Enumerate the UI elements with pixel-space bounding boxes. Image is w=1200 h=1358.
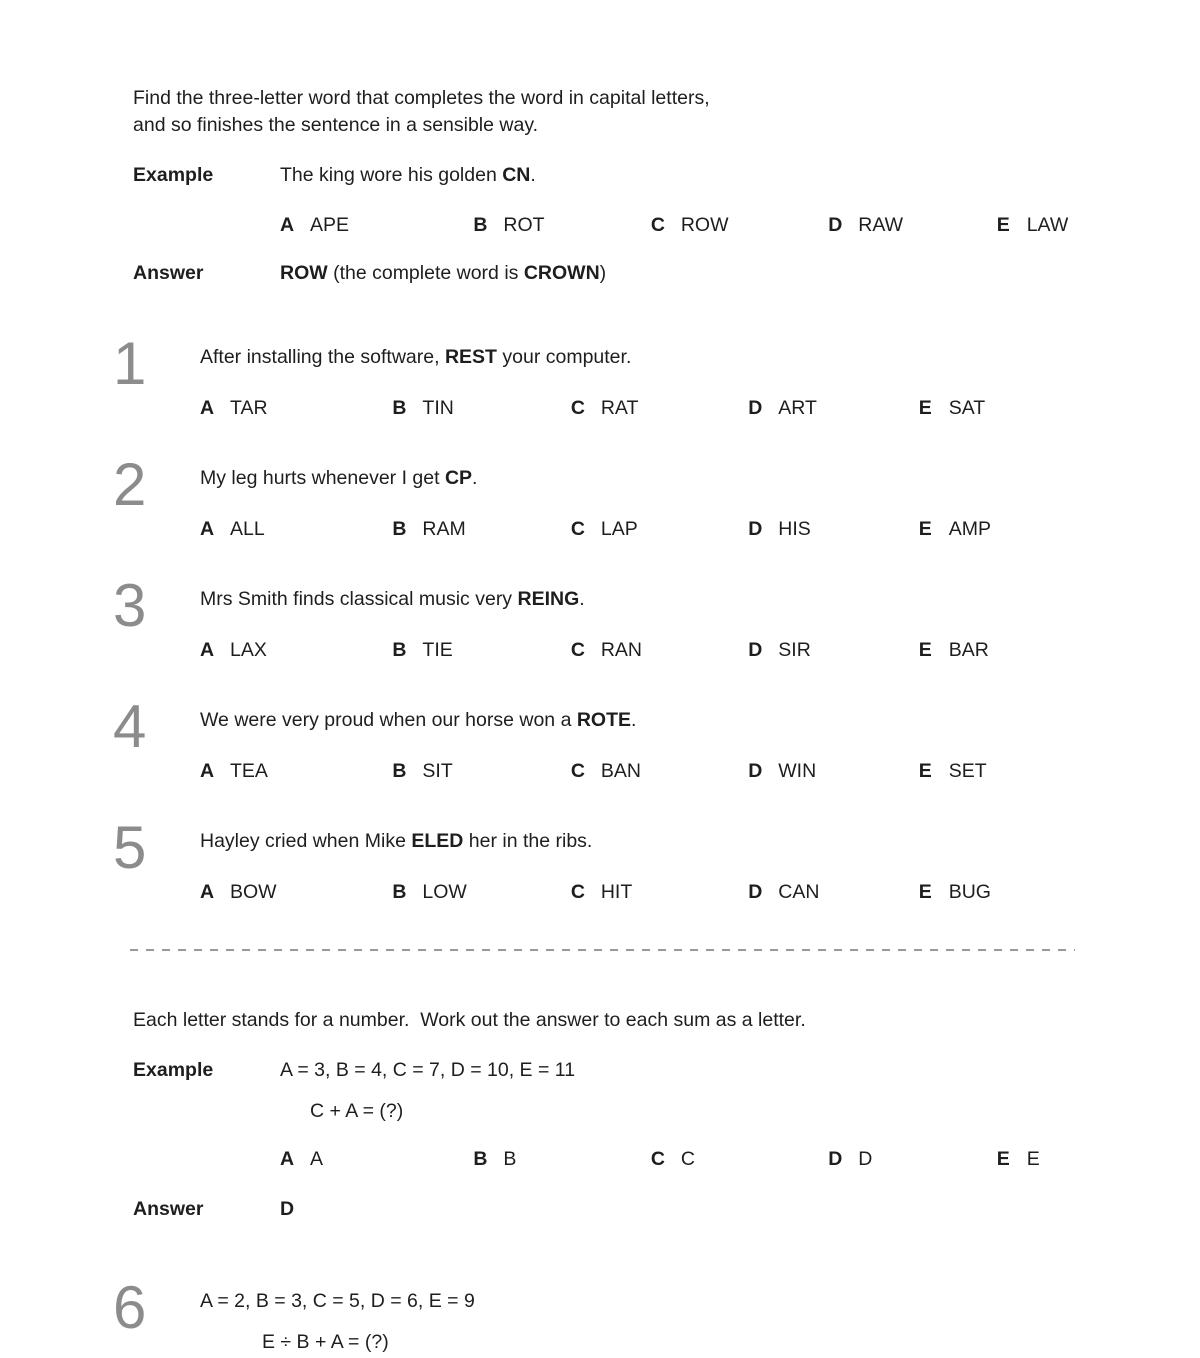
question-3-option-b (392, 637, 565, 664)
option-value: HIS (778, 518, 811, 540)
option-letter: C (570, 639, 585, 661)
question-3-option-e (919, 637, 989, 664)
answer-complete-word: CROWN (523, 262, 600, 284)
example-answer-row (133, 260, 1200, 287)
option-letter: D (748, 881, 763, 903)
question-2-option-a (200, 516, 387, 543)
questions-list (0, 330, 1200, 906)
option-value: WIN (778, 760, 817, 782)
answer-explanation: (the complete word is (327, 262, 524, 284)
options-row (200, 395, 1200, 422)
question-1-option-b (392, 395, 565, 422)
option-letter: A (200, 397, 215, 419)
option-letter: D (748, 397, 763, 419)
option-value: SIR (778, 639, 811, 661)
option-value: BOW (230, 881, 277, 903)
option-letter: A (200, 881, 215, 903)
option-value: A (310, 1148, 324, 1170)
example2-answer: D (280, 1198, 295, 1220)
option-letter: B (392, 881, 407, 903)
options-row (200, 758, 1200, 785)
question-5-option-b (392, 879, 565, 906)
option-letter: A (200, 760, 215, 782)
option-value: ART (778, 397, 817, 419)
question-body (200, 828, 1200, 906)
question-5 (113, 814, 1200, 906)
example2-values-row (133, 1057, 1200, 1084)
option-letter: B (392, 518, 407, 540)
option-value: B (503, 1148, 517, 1170)
question-capital-word: REING (517, 588, 580, 610)
option-value: BAN (600, 760, 641, 782)
question-3-option-c (571, 637, 743, 664)
question-text-post: . (472, 467, 478, 489)
example-sentence (280, 162, 1200, 189)
question-text (200, 465, 1200, 492)
question-4 (113, 693, 1200, 785)
option-value: RAW (858, 214, 904, 236)
example2-letter-values: A = 3, B = 4, C = 7, D = 10, E = 11 (280, 1059, 576, 1081)
option-letter: A (200, 518, 215, 540)
question-text-pre: My leg hurts whenever I get (200, 467, 445, 489)
question-text-pre: We were very proud when our horse won a (200, 709, 577, 731)
question-3 (113, 572, 1200, 664)
option-letter: E (918, 397, 932, 419)
question-4-option-c (571, 758, 743, 785)
option-value: TAR (230, 397, 268, 419)
option-letter: C (570, 881, 585, 903)
question-2-option-c (571, 516, 743, 543)
option-letter: A (280, 214, 295, 236)
option-value: SET (948, 760, 987, 782)
question-body (200, 1288, 1200, 1356)
question-text-pre: Mrs Smith finds classical music very (200, 588, 518, 610)
example2-answer-row (133, 1196, 1200, 1223)
question-1-option-c (571, 395, 743, 422)
question-6 (113, 1274, 1200, 1356)
question-number: 2 (113, 451, 147, 518)
question-text-post: your computer. (496, 346, 632, 368)
options-row (200, 516, 1200, 543)
question-5-option-a (200, 879, 387, 906)
example2-sum: C + A = (?) (310, 1100, 404, 1122)
option-value: HIT (600, 881, 633, 903)
question-number: 1 (113, 330, 147, 397)
option-letter: B (392, 639, 407, 661)
sentence-capital-word: CN (502, 164, 531, 186)
option-letter: D (828, 1148, 843, 1170)
option-value: RAN (600, 639, 643, 661)
question-1 (113, 330, 1200, 422)
question-2 (113, 451, 1200, 543)
option-value: SIT (422, 760, 453, 782)
option-value: ALL (230, 518, 265, 540)
question-4-option-d (748, 758, 913, 785)
section2-instructions: Each letter stands for a number. Work out the answer to each sum as a letter. (133, 1009, 806, 1031)
example2-option-b (473, 1146, 645, 1173)
question-text (200, 828, 1200, 855)
example2-option-c (651, 1146, 823, 1173)
option-value: ROT (503, 214, 545, 236)
option-letter: C (570, 760, 585, 782)
question-capital-word: REST (444, 346, 497, 368)
question-2-option-e (919, 516, 991, 543)
example1-option-e (997, 212, 1069, 239)
example1-option-d (828, 212, 991, 239)
option-value: BAR (948, 639, 989, 661)
option-value: APE (310, 214, 350, 236)
example-options-row (280, 212, 1200, 239)
option-letter: C (570, 397, 585, 419)
instruction-line: and so finishes the sentence in a sensible way. (133, 114, 539, 136)
question-1-option-e (919, 395, 985, 422)
instruction-line: Find the three-letter word that completes the word in capital letters, (133, 87, 710, 109)
options-row (200, 879, 1200, 906)
question-capital-word: CP (444, 467, 473, 489)
question-capital-word: ELED (411, 830, 464, 852)
example1-option-a (280, 212, 468, 239)
question-1-option-a (200, 395, 387, 422)
section-word-completion (0, 85, 1200, 906)
question-text-pre: Hayley cried when Mike (200, 830, 412, 852)
example-sentence-row (133, 162, 1200, 189)
section-letter-sums (0, 1007, 1200, 1356)
option-letter: E (918, 518, 932, 540)
option-value: TIN (422, 397, 454, 419)
answer-label: Answer (133, 1198, 204, 1220)
option-letter: B (473, 214, 488, 236)
question-text (200, 344, 1200, 371)
question-5-option-c (571, 879, 743, 906)
question-5-option-d (748, 879, 913, 906)
question-number: 6 (113, 1274, 147, 1341)
section1-instructions (133, 85, 1200, 139)
sentence-pre: The king wore his golden (280, 164, 503, 186)
option-letter: C (570, 518, 585, 540)
option-value: CAN (778, 881, 820, 903)
question-text (200, 707, 1200, 734)
option-letter: B (392, 397, 407, 419)
answer-label: Answer (133, 262, 204, 284)
option-value: ROW (680, 214, 729, 236)
question-2-option-d (748, 516, 913, 543)
question-4-option-e (919, 758, 987, 785)
question-text (200, 586, 1200, 613)
option-letter: E (996, 1148, 1010, 1170)
example1-option-c (651, 212, 823, 239)
options-row (200, 637, 1200, 664)
option-value: C (680, 1148, 695, 1170)
question-5-option-e (919, 879, 991, 906)
option-letter: C (650, 214, 665, 236)
question-text-post: . (579, 588, 585, 610)
option-letter: E (918, 760, 932, 782)
option-letter: D (748, 639, 763, 661)
question-capital-word: ROTE (576, 709, 632, 731)
option-letter: A (200, 639, 215, 661)
question-text-post: . (631, 709, 637, 731)
option-value: SAT (948, 397, 986, 419)
example1-option-b (473, 212, 645, 239)
example2-option-a (280, 1146, 468, 1173)
option-letter: D (828, 214, 843, 236)
option-value: TEA (230, 760, 268, 782)
question6-letter-values: A = 2, B = 3, C = 5, D = 6, E = 9 (200, 1290, 475, 1312)
question-body (200, 344, 1200, 422)
option-value: BUG (948, 881, 991, 903)
option-value: RAT (600, 397, 639, 419)
question-2-option-b (392, 516, 565, 543)
question-text-post: her in the ribs. (463, 830, 593, 852)
question-4-option-b (392, 758, 565, 785)
question-body (200, 465, 1200, 543)
option-value: RAM (422, 518, 466, 540)
sentence-post: . (530, 164, 536, 186)
option-letter: A (280, 1148, 295, 1170)
question6-sum: E ÷ B + A = (?) (262, 1331, 389, 1353)
example-label: Example (133, 1059, 214, 1081)
option-letter: B (392, 760, 407, 782)
question-body (200, 707, 1200, 785)
question-number: 3 (113, 572, 147, 639)
option-value: LAP (600, 518, 638, 540)
example-label: Example (133, 164, 214, 186)
example2-option-e (997, 1146, 1040, 1173)
example2-options-row (280, 1146, 1200, 1173)
question-4-option-a (200, 758, 387, 785)
question-text-pre: After installing the software, (200, 346, 445, 368)
option-letter: D (748, 760, 763, 782)
option-value: LOW (422, 881, 467, 903)
option-value: TIE (422, 639, 453, 661)
question-body (200, 586, 1200, 664)
option-letter: C (650, 1148, 665, 1170)
option-letter: E (918, 639, 932, 661)
option-value: LAX (230, 639, 267, 661)
example2-option-d (828, 1146, 991, 1173)
question-number: 4 (113, 693, 147, 760)
option-letter: D (748, 518, 763, 540)
question-3-option-d (748, 637, 913, 664)
answer-word: ROW (280, 262, 328, 284)
option-letter: B (473, 1148, 488, 1170)
option-letter: E (996, 214, 1010, 236)
option-value: D (858, 1148, 873, 1170)
question-3-option-a (200, 637, 387, 664)
option-value: E (1026, 1148, 1040, 1170)
question-1-option-d (748, 395, 913, 422)
option-value: LAW (1026, 214, 1069, 236)
section-divider (130, 949, 1075, 951)
answer-close-paren: ) (599, 262, 607, 284)
example-answer (280, 260, 1200, 287)
question-number: 5 (113, 814, 147, 881)
option-value: AMP (948, 518, 991, 540)
option-letter: E (918, 881, 932, 903)
